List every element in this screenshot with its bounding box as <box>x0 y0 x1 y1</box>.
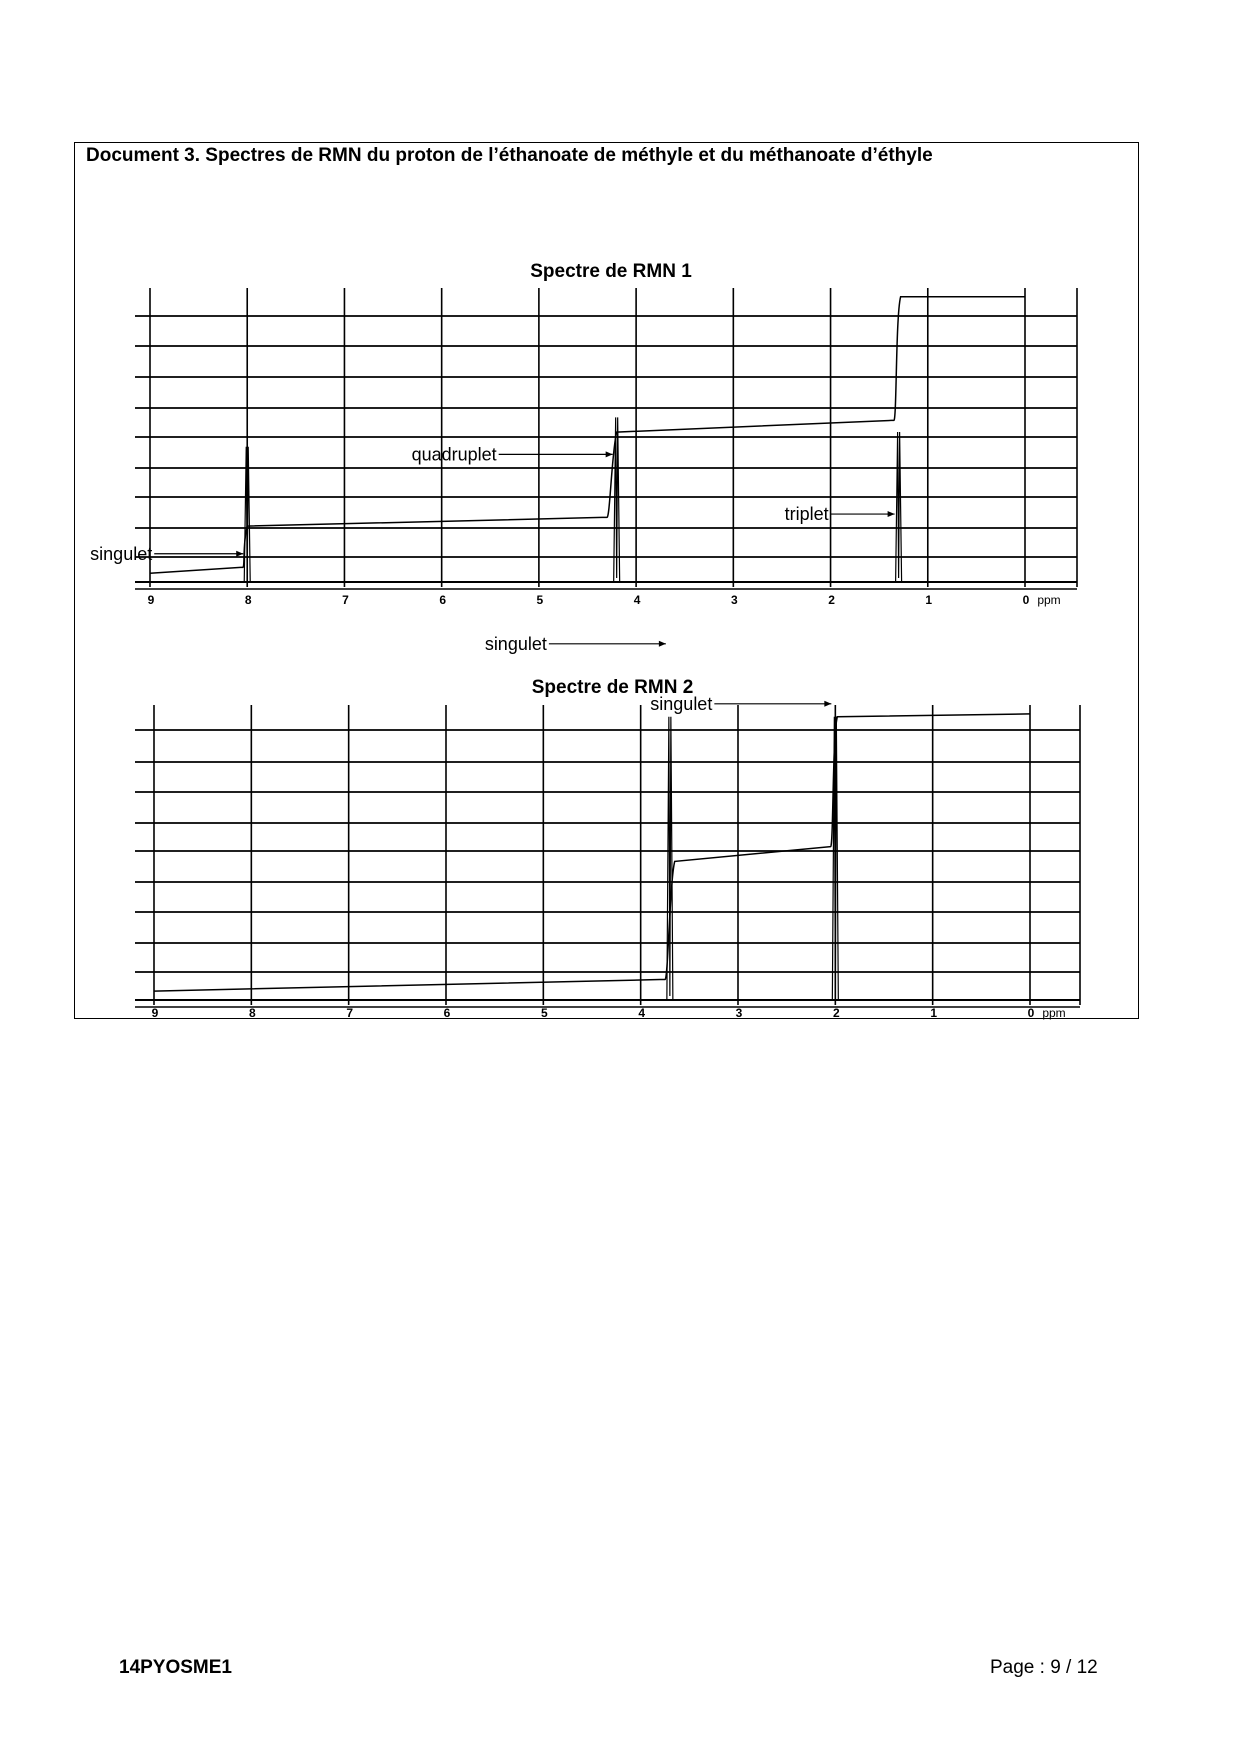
x-tick-label: 8 <box>248 1006 256 1020</box>
x-tick-label: 5 <box>540 1006 548 1020</box>
integration-curve <box>154 714 1030 991</box>
x-tick-label: 2 <box>828 593 835 607</box>
x-tick-label: 9 <box>151 1006 159 1020</box>
peak-label-arrowhead <box>659 641 666 647</box>
x-tick-label: 7 <box>346 1006 354 1020</box>
x-axis-label: ppm <box>1037 593 1061 607</box>
peak-label-arrowhead <box>824 701 831 707</box>
x-tick-label: 0 <box>1027 1006 1035 1020</box>
x-tick-label: 8 <box>244 593 252 607</box>
x-tick-label: 7 <box>342 593 349 607</box>
x-tick-label: 1 <box>925 593 933 607</box>
x-tick-label: 0 <box>1022 593 1030 607</box>
x-axis-label: ppm <box>1042 1006 1066 1020</box>
peak-label: singulet <box>90 543 153 564</box>
chart-title: Spectre de RMN 2 <box>531 677 694 698</box>
x-tick-label: 4 <box>633 593 641 607</box>
x-tick-label: 3 <box>735 1006 743 1020</box>
x-tick-label: 3 <box>730 593 738 607</box>
x-tick-label: 6 <box>443 1006 451 1020</box>
footer-page-number: Page : 9 / 12 <box>990 1657 1098 1678</box>
x-tick-label: 4 <box>638 1006 646 1020</box>
x-tick-label: 1 <box>930 1006 938 1020</box>
peak-label: triplet <box>784 504 829 525</box>
chart-title: Spectre de RMN 1 <box>530 261 692 282</box>
x-tick-label: 5 <box>536 593 544 607</box>
footer-document-code: 14PYOSME1 <box>119 1657 232 1678</box>
peak-label: singulet <box>484 633 547 654</box>
peak-label: singulet <box>650 693 713 714</box>
peak-label: quadruplet <box>411 444 497 465</box>
x-tick-label: 6 <box>439 593 447 607</box>
x-tick-label: 2 <box>832 1006 840 1020</box>
document-title: Document 3. Spectres de RMN du proton de l’éthanoate de méthyle et du méthanoate d’éthyle <box>86 145 933 166</box>
x-tick-label: 9 <box>147 593 155 607</box>
